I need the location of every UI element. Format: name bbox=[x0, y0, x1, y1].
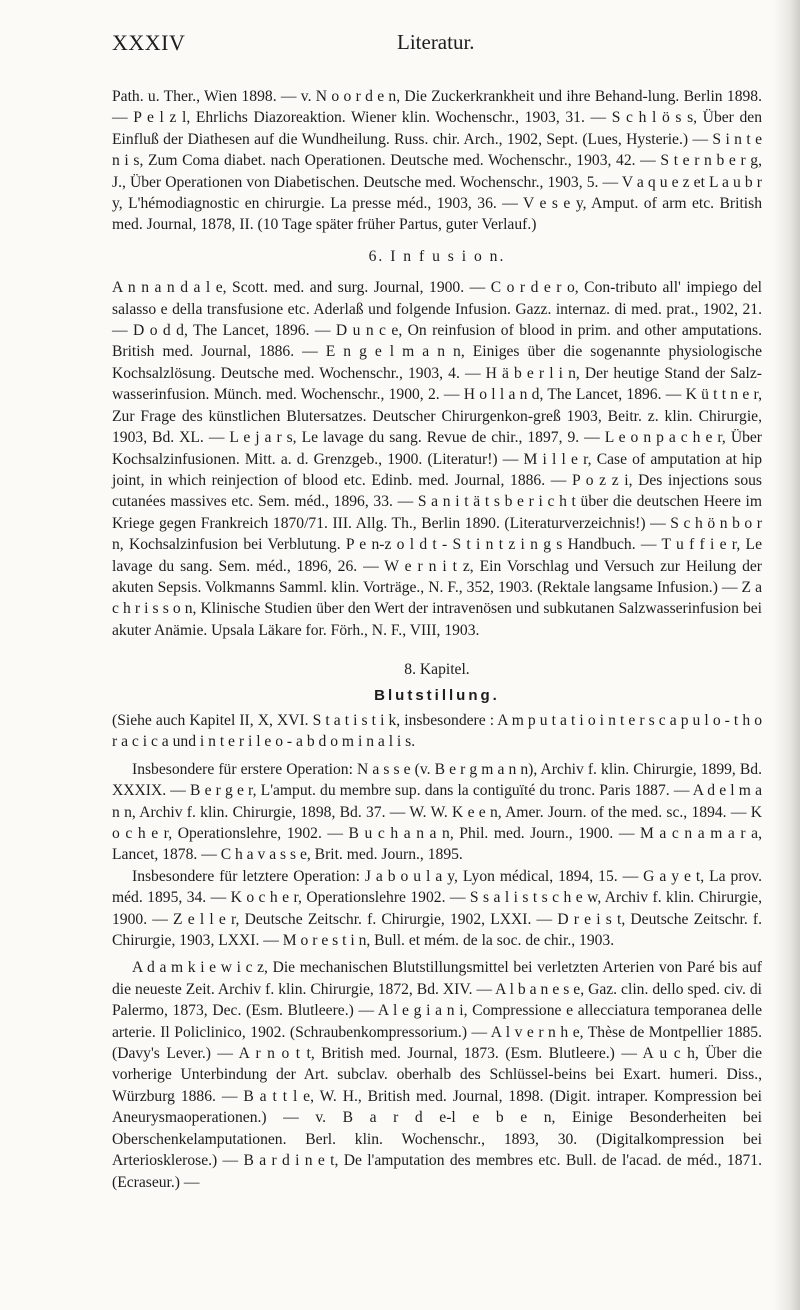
section-heading-infusion: 6. I n f u s i o n. bbox=[368, 247, 506, 265]
paragraph-second-operation: Insbesondere für letztere Operation: J a b o u l a y, Lyon médical, 1894, 15. — G a y e t, La prov. méd. 1895, 34. — K o c h e r, Operationslehre 1902. — S s a l i s t s c h e w, Archiv f. klin. Chirurgie, 1900. — Z e l l e r, Deutsche Zeitschr. f. Chirurgie, 1902, LXXI. — D r e i s t, Deutsche Zeitschr. f. Chirurgie, 1903, LXXI. — M o r e s t i n, Bull. et mém. de la soc. de chir., 1903. bbox=[112, 867, 762, 950]
paragraph-references-infusion: A n n a n d a l e, Scott. med. and surg. Journal, 1900. — C o r d e r o, Con-tributo all' impiego del salasso e della transfusione etc. Aderlaß und folgende Infusion. Gazz. internaz. di med. prat., 1902, 21. — D o d d, The Lancet, 1896. — D u n c e, On reinfusion of blood in prim. and other amputations. British med. Journal, 1886. — E n g e l m a n n, Einiges über die sogenannte physiologische Kochsalzlösung. Deutsche med. Wochenschr., 1903, 4. — H ä b e r l i n, Der heutige Stand der Salz-wasserinfusion. Münch. med. Wochenschr., 1900, 2. — H o l l a n d, The Lancet, 1896. — K ü t t n e r, Zur Frage des künstlichen Blutersatzes. Deutscher Chirurgenkon-greß 1903, Beitr. z. klin. Chirurgie, 1903, Bd. XL. — L e j a r s, Le lavage du sang. Revue de chir., 1897, 9. — L e o n p a c h e r, Über Kochsalzinfusionen. Mitt. a. d. Grenzgeb., 1900. (Literatur!) — M i l l e r, Case of amputation at hip joint, in which reinjection of blood etc. Edinb. med. Journal, 1886. — P o z z i, Des injections sous cutanées massives etc. Sem. méd., 1896, 33. — S a n i t ä t s b e r i c h t über die deutschen Heere im Kriege gegen Frankreich 1870/71. III. Allg. Th., Berlin 1890. (Literaturverzeichnis!) — S c h ö n b o r n, Kochsalzinfusion bei Verblutung. P e n-z o l d t - S t i n t z i n g s Handbuch. — T u f f i e r, Le lavage du sang. Sem. méd., 1896, 26. — W e r n i t z, Ein Vorschlag und Versuch zur Heilung der akuten Sepsis. Volkmanns Samml. klin. Vorträge., N. F., 352, 1903. (Rektale langsame Infusion.) — Z a c h r i s s o n, Klinische Studien über den Wert der intravenösen und subkutanen Salzwasserinfusion bei akuter Anämie. Upsala Läkare for. Förh., N. F., VIII, 1903. bbox=[112, 279, 762, 639]
running-title: Literatur. bbox=[397, 30, 475, 54]
chapter-heading: 8. Kapitel. bbox=[404, 661, 470, 679]
chapter-title-blutstillung: Blutstillung. bbox=[374, 686, 500, 704]
page-number: XXXIV bbox=[112, 30, 186, 55]
page-edge-shadow bbox=[774, 0, 800, 1310]
text-body bbox=[112, 86, 762, 1193]
paragraph-first-operation: Insbesondere für erstere Operation: N a s s e (v. B e r g m a n n), Archiv f. klin. Chirurgie, 1899, Bd. XXXIX. — B e r g e r, L'amput. du membre sup. dans la contiguïté du tronc. Paris 1887. — A d e l m a n n, Archiv f. klin. Chirurgie, 1898, Bd. 37. — W. W. K e e n, Amer. Journ. of the med. sc., 1894. — K o c h e r, Operationslehre, 1902. — B u c h a n a n, Phil. med. Journ., 1900. — M a c n a m a r a, Lancet, 1878. — C h a v a s s e, Brit. med. Journ., 1895. bbox=[112, 760, 762, 864]
running-header bbox=[112, 30, 762, 60]
paragraph-mechanical-hemostasis: A d a m k i e w i c z, Die mechanischen Blutstillungsmittel bei verletzten Arterien von Paré bis auf die neueste Zeit. Archiv f. klin. Chirurgie, 1872, Bd. XIV. — A l b a n e s e, Gaz. clin. dello sped. civ. di Palermo, 1873, Dec. (Esm. Blutleere.) — A l e g i a n i, Compressione e allecciatura temporanea delle arterie. Il Policlinico, 1902. (Schraubenkompressorium.) — A l v e r n h e, Thèse de Montpellier 1885. (Davy's Lever.) — A r n o t t, British med. Journal, 1873. (Esm. Blutleere.) — A u c h, Über die vorherige Unterbindung der Art. subclav. oberhalb des Schlüssel-beins bei Exart. humeri. Diss., Würzburg 1886. — B a t t l e, W. H., British med. Journal, 1898. (Digit. intraper. Kompression bei Aneurysmaoperationen.) — v. B a r d e-l e b e n, Einige Besonderheiten bei Oberschenkelamputationen. Berl. klin. Wochenschr., 1893, 30. (Digitalkompression bei Arteriosklerose.) — B a r d i n e t, De l'amputation des membres etc. Bull. de l'acad. de méd., 1871. (Ecraseur.) — bbox=[112, 959, 762, 1191]
paragraph-see-also: (Siehe auch Kapitel II, X, XVI. S t a t i s t i k, insbesondere : A m p u t a t i o i n t e r s c a p u l o - t h o r a c i c a und i n t e r i l e o - a b d o m i n a l i s. bbox=[112, 711, 762, 751]
paragraph-references-diabetes: Path. u. Ther., Wien 1898. — v. N o o r d e n, Die Zuckerkrankheit und ihre Behand-lung. Berlin 1898. — P e l z l, Ehrlichs Diazoreaktion. Wiener klin. Wochenschr., 1903, 31. — S c h l ö s s, Über den Einfluß der Diathesen auf die Wundheilung. Russ. chir. Arch., 1902, Sept. (Lues, Hysterie.) — S i n t e n i s, Zum Coma diabet. nach Operationen. Deutsche med. Wochenschr., 1903, 42. — S t e r n b e r g, J., Über Operationen von Diabetischen. Deutsche med. Wochenschr., 1903, 5. — V a q u e z et L a u b r y, L'hémodiagnostic en chirurgie. La presse méd., 1903, 36. — V e s e y, Amput. of arm etc. British med. Journal, 1878, II. (10 Tage später früher Partus, guter Verlauf.) bbox=[112, 88, 762, 234]
